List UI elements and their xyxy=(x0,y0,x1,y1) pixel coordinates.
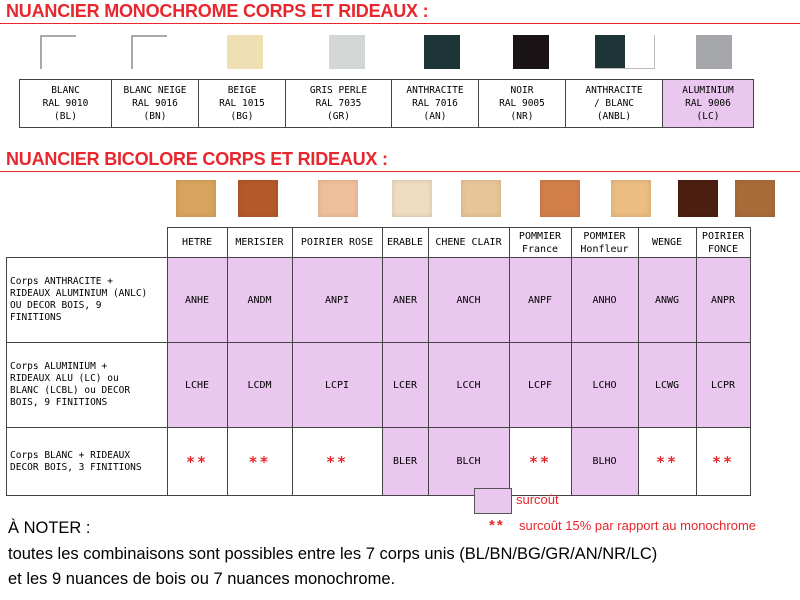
wood-name: POMMIER xyxy=(518,230,562,242)
finish-code-cell xyxy=(571,258,638,343)
finish-code: LCCH xyxy=(456,379,481,391)
mono-code: (ANBL) xyxy=(596,111,632,122)
legend-stars-symbol: ** xyxy=(489,517,505,534)
finish-code: LCER xyxy=(392,379,418,391)
finish-code-cell xyxy=(292,343,382,428)
finish-code: LCPI xyxy=(324,379,350,391)
mono-name: ANTHRACITE xyxy=(406,85,464,96)
finish-code: BLHO xyxy=(592,456,617,467)
mono-ral: / BLANC xyxy=(593,98,635,109)
table-row xyxy=(7,428,751,496)
mono-cell-1 xyxy=(112,80,199,128)
note-title: À NOTER : xyxy=(8,519,91,537)
bicolor-heading: NUANCIER BICOLORE CORPS ET RIDEAUX : xyxy=(6,149,388,169)
finish-code-cell xyxy=(382,428,428,496)
finish-code-cell xyxy=(509,343,571,428)
wood-swatch-1 xyxy=(238,180,278,217)
legend-surcout-swatch xyxy=(474,488,512,514)
legend-surcout-label: surcoût xyxy=(516,492,559,507)
surcharge-stars: ** xyxy=(655,452,679,471)
note-line-1: toutes les combinaisons sont possibles entre les 7 corps unis (BL/BN/BG/GR/AN/NR/LC) xyxy=(8,545,658,563)
row-label-line: DECOR BOIS, 3 FINITIONS xyxy=(10,461,142,473)
finish-code: ANWG xyxy=(654,294,680,306)
mono-code: (BL) xyxy=(54,111,77,122)
wood-name: ERABLE xyxy=(386,237,424,248)
surcharge-stars: ** xyxy=(711,452,735,471)
mono-cell-6 xyxy=(566,80,663,128)
surcharge-stars: ** xyxy=(185,452,209,471)
finish-code-cell xyxy=(571,428,638,496)
finish-code-cell xyxy=(696,428,750,496)
mono-swatch-5 xyxy=(513,35,549,69)
mono-ral: RAL 9005 xyxy=(499,98,545,109)
finish-code-cell xyxy=(509,258,571,343)
finish-code: LCDM xyxy=(247,379,272,391)
wood-name: POIRIER xyxy=(701,230,745,242)
finish-code-cell xyxy=(292,428,382,496)
mono-swatch-2 xyxy=(227,35,263,69)
wood-header-3 xyxy=(382,228,428,258)
finish-code: ANPF xyxy=(527,294,553,306)
wood-swatch-4 xyxy=(461,180,501,217)
bicolor-table xyxy=(6,227,751,496)
wood-swatch-2 xyxy=(318,180,358,217)
finish-code-cell xyxy=(428,428,509,496)
mono-cell-5 xyxy=(479,80,566,128)
mono-code: (NR) xyxy=(510,111,534,122)
mono-name: BEIGE xyxy=(227,85,257,96)
finish-code: LCHO xyxy=(592,379,617,391)
mono-swatch-0 xyxy=(40,35,76,69)
mono-cell-2 xyxy=(199,80,286,128)
wood-header-8 xyxy=(696,228,750,258)
finish-code: LCPF xyxy=(527,379,553,391)
wood-name: POIRIER ROSE xyxy=(300,237,374,248)
finish-code: ANHO xyxy=(592,294,617,306)
finish-code-cell xyxy=(571,343,638,428)
finish-code: LCWG xyxy=(654,379,680,391)
wood-name: WENGE xyxy=(651,237,683,248)
finish-code: LCPR xyxy=(710,379,736,391)
finish-code: ANHE xyxy=(184,294,210,306)
mono-code: (BN) xyxy=(143,111,167,122)
finish-code-cell xyxy=(382,258,428,343)
wood-swatch-0 xyxy=(176,180,216,217)
finish-code-cell xyxy=(696,343,750,428)
mono-cell-3 xyxy=(286,80,392,128)
wood-header-2 xyxy=(292,228,382,258)
mono-swatch-3 xyxy=(329,35,365,69)
wood-swatch-5 xyxy=(540,180,580,217)
mono-name: NOIR xyxy=(510,85,534,96)
wood-header-0 xyxy=(167,228,227,258)
mono-cell-4 xyxy=(392,80,479,128)
finish-code-cell xyxy=(167,428,227,496)
finish-code: LCHE xyxy=(184,379,210,391)
finish-code-cell xyxy=(227,258,292,343)
row-label-line: RIDEAUX ALUMINIUM (ANLC) xyxy=(10,288,148,299)
finish-code-cell xyxy=(638,343,696,428)
wood-header-7 xyxy=(638,228,696,258)
mono-name: BLANC xyxy=(51,85,80,96)
finish-code: ANPR xyxy=(710,294,736,306)
bicolor-heading-rule xyxy=(0,171,800,172)
row-label-line: Corps ANTHRACITE + xyxy=(10,276,113,287)
surcharge-stars: ** xyxy=(325,452,349,471)
row-label-line: RIDEAUX ALU (LC) ou xyxy=(10,373,119,384)
finish-code: BLCH xyxy=(456,456,481,467)
row-label-1 xyxy=(7,343,168,428)
mono-swatch-4 xyxy=(424,35,460,69)
mono-ral: RAL 7035 xyxy=(315,98,362,109)
wood-name: MERISIER xyxy=(235,237,284,248)
mono-cell-0 xyxy=(20,80,112,128)
finish-code-cell xyxy=(292,258,382,343)
finish-code-cell xyxy=(509,428,571,496)
finish-code: ANPI xyxy=(324,294,350,306)
mono-swatch-6 xyxy=(595,35,655,69)
wood-name: HETRE xyxy=(181,237,213,248)
row-label-line: OU DECOR BOIS, 9 xyxy=(10,300,102,311)
wood-swatch-8 xyxy=(735,180,775,217)
finish-code-cell xyxy=(428,258,509,343)
finish-code: BLER xyxy=(392,456,418,467)
surcharge-stars: ** xyxy=(248,452,271,471)
mono-ral: RAL 9016 xyxy=(132,98,178,109)
finish-code-cell xyxy=(638,428,696,496)
finish-code: ANDM xyxy=(247,294,272,306)
row-label-line: BLANC (LCBL) ou DECOR xyxy=(10,385,131,396)
mono-ral: RAL 1015 xyxy=(219,98,265,109)
wood-name-2: Honfleur xyxy=(580,243,629,255)
mono-name: ALUMINIUM xyxy=(682,85,734,96)
row-label-line: BOIS, 9 FINITIONS xyxy=(10,397,108,408)
mono-name: BLANC NEIGE xyxy=(123,85,187,96)
wood-name: POMMIER xyxy=(583,230,626,242)
row-label-2 xyxy=(7,428,168,496)
wood-name-2: France xyxy=(521,243,559,255)
wood-name-2: FONCE xyxy=(707,243,739,255)
mono-code: (LC) xyxy=(696,111,720,122)
mono-ral: RAL 9010 xyxy=(42,98,89,109)
finish-code-cell xyxy=(227,343,292,428)
mono-swatch-7 xyxy=(696,35,732,69)
mono-code: (BG) xyxy=(230,111,254,122)
row-label-line: Corps BLANC + RIDEAUX xyxy=(10,449,131,461)
wood-header-4 xyxy=(428,228,509,258)
wood-swatch-6 xyxy=(611,180,651,217)
legend-stars-label: surcoût 15% par rapport au monochrome xyxy=(519,518,757,533)
wood-name: CHENE CLAIR xyxy=(435,237,502,248)
finish-code-cell xyxy=(167,258,227,343)
row-label-0 xyxy=(7,258,168,343)
mono-heading: NUANCIER MONOCHROME CORPS ET RIDEAUX : xyxy=(6,1,429,21)
finish-code-cell xyxy=(638,258,696,343)
mono-swatch-1 xyxy=(131,35,167,69)
mono-ral: RAL 9006 xyxy=(685,98,731,109)
surcharge-stars: ** xyxy=(528,452,552,471)
finish-code-cell xyxy=(428,343,509,428)
row-label-line: FINITIONS xyxy=(10,312,62,323)
table-corner-blank xyxy=(7,228,168,258)
mono-table xyxy=(19,79,754,128)
wood-swatch-3 xyxy=(392,180,432,217)
mono-code: (AN) xyxy=(423,111,447,122)
row-label-line: Corps ALUMINIUM + xyxy=(10,361,108,372)
finish-code-cell xyxy=(227,428,292,496)
finish-code-cell xyxy=(696,258,750,343)
table-row xyxy=(7,258,751,343)
mono-name: ANTHRACITE xyxy=(585,85,643,96)
finish-code-cell xyxy=(167,343,227,428)
note-line-2: et les 9 nuances de bois ou 7 nuances monochrome. xyxy=(8,570,396,588)
finish-code: ANCH xyxy=(456,294,481,306)
wood-header-5 xyxy=(509,228,571,258)
mono-heading-rule xyxy=(0,23,800,24)
wood-header-1 xyxy=(227,228,292,258)
finish-code-cell xyxy=(382,343,428,428)
mono-code: (GR) xyxy=(327,111,350,122)
wood-swatch-7 xyxy=(678,180,718,217)
table-row xyxy=(7,343,751,428)
mono-name: GRIS PERLE xyxy=(309,85,368,96)
finish-code: ANER xyxy=(392,294,418,306)
mono-cell-7 xyxy=(663,80,754,128)
mono-ral: RAL 7016 xyxy=(412,98,458,109)
wood-header-6 xyxy=(571,228,638,258)
